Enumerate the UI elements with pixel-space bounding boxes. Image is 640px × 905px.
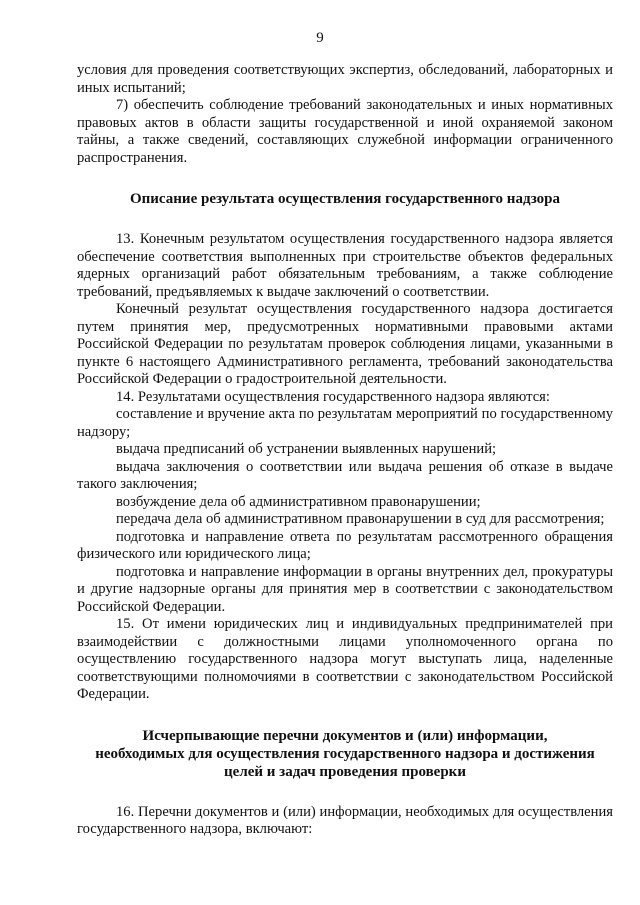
- paragraph: 15. От имени юридических лиц и индивидуальных предпринимателей при взаимодействии с должностными лицами уполномоченного органа по осуществлению государственного надзора могут выступать лица, наделенные соответствующими полномочиями в соответствии с законодательством Российской Федерации.: [77, 616, 613, 702]
- paragraph: Конечный результат осуществления государственного надзора достигается путем принятия мер, предусмотренных нормативными правовыми актами Российской Федерации по результатам проверок соблюдения лицами, указанными в пункте 6 настоящего Административного регламента, требований законодательства Российской Федерации о градостроительной деятельности.: [77, 301, 613, 387]
- section-heading: [77, 727, 613, 781]
- document-body: [77, 62, 613, 839]
- heading-line: необходимых для осуществления государственного надзора и достижения: [95, 745, 595, 762]
- section-heading: Описание результата осуществления государственного надзора: [129, 191, 561, 207]
- heading-line: целей и задач проведения проверки: [224, 763, 466, 780]
- page-number: 9: [316, 30, 324, 46]
- list-item: подготовка и направление ответа по результатам рассмотренного обращения физического или юридического лица;: [77, 528, 613, 562]
- paragraph: 16. Перечни документов и (или) информации, необходимых для осуществления государственного надзора, включают:: [77, 803, 613, 837]
- paragraph: 13. Конечным результатом осуществления государственного надзора является обеспечение соответствия выполненных при строительстве объектов федеральных ядерных организаций работ обязательным требованиям, а также соблюдение требований, предъявляемых к выдаче заключений о соответствии.: [77, 231, 613, 300]
- paragraph: условия для проведения соответствующих экспертиз, обследований, лабораторных и иных испытаний;: [77, 62, 613, 96]
- list-item: выдача предписаний об устранении выявленных нарушений;: [116, 441, 497, 457]
- paragraph: 7) обеспечить соблюдение требований законодательных и иных нормативных правовых актов в области защиты государственной и иной охраняемой законом тайны, а также сведений, составляющих служебной информации ограниченного распространения.: [77, 97, 613, 166]
- list-item: подготовка и направление информации в органы внутренних дел, прокуратуры и другие надзорные органы для принятия мер в соответствии с законодательством Российской Федерации.: [77, 563, 613, 615]
- list-item: составление и вручение акта по результатам мероприятий по государственному надзору;: [77, 406, 613, 440]
- list-item: передача дела об административном правонарушении в суд для рассмотрения;: [116, 511, 605, 527]
- heading-line: Исчерпывающие перечни документов и (или) информации,: [142, 727, 548, 744]
- paragraph: 14. Результатами осуществления государственного надзора являются:: [116, 388, 550, 405]
- list-item: выдача заключения о соответствии или выдача решения об отказе в выдаче такого заключения;: [77, 458, 613, 492]
- list-item: возбуждение дела об административном правонарушении;: [116, 493, 481, 510]
